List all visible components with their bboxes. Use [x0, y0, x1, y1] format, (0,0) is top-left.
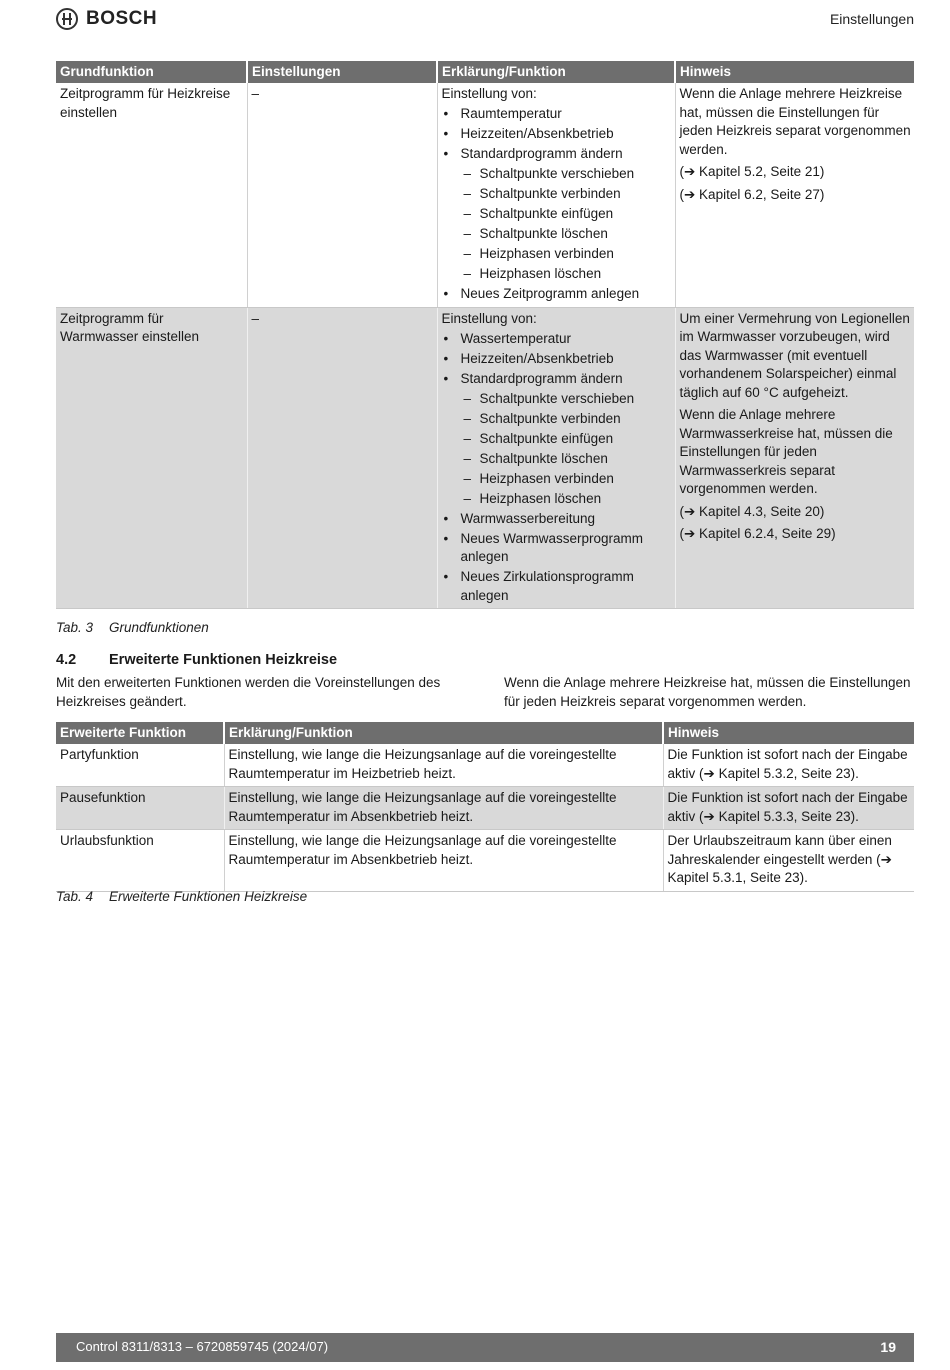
table-row: [56, 787, 914, 830]
function-cell: Zeitprogramm für Warmwasser einstellen: [56, 307, 247, 609]
intro-paragraph-left: Mit den erweiterten Funktionen werden die Voreinstellungen des Heizkreises geändert.: [56, 675, 441, 709]
sub-list-item: – Schaltpunkte löschen: [461, 450, 672, 469]
table-caption: [56, 889, 307, 904]
sub-list-item: – Heizphasen löschen: [461, 265, 672, 284]
explanation-intro: Einstellung von:: [441, 86, 537, 101]
explanation-cell: [437, 83, 675, 307]
page-header: [56, 8, 914, 34]
caption-number: Tab. 4: [56, 889, 94, 904]
explanation-cell: [437, 307, 675, 609]
settings-cell: –: [247, 307, 437, 609]
list-item: • Heizzeiten/Absenkbetrieb: [442, 125, 672, 144]
document-id: Control 8311/8313 – 6720859745 (2024/07): [76, 1339, 329, 1354]
section-number: 4.2: [56, 652, 77, 668]
table-header-row: [56, 722, 914, 744]
explanation-cell: Einstellung, wie lange die Heizungsanlage auf die voreingestellte Raumtemperatur im Absenkbetrieb heizt.: [224, 787, 663, 830]
bullet-list: [442, 330, 672, 606]
column-header: Hinweis: [675, 61, 914, 83]
column-header: Erklärung/Funktion: [224, 722, 663, 744]
hint-cell: Die Funktion ist sofort nach der Eingabe aktiv (➔ Kapitel 5.3.2, Seite 23).: [663, 744, 914, 787]
list-item-label: Standardprogramm ändern: [460, 146, 623, 161]
chapter-reference: (➔ Kapitel 5.2, Seite 21): [679, 164, 825, 179]
table-grundfunktionen: [56, 61, 914, 609]
sub-list-item: – Schaltpunkte einfügen: [461, 205, 672, 224]
function-cell: Partyfunktion: [56, 744, 224, 787]
list-item: [442, 145, 672, 284]
sub-list-item: – Heizphasen löschen: [461, 490, 672, 509]
page-footer: [56, 1333, 914, 1362]
logo-text: BOSCH: [86, 8, 158, 29]
intro-paragraph-right: Wenn die Anlage mehrere Heizkreise hat, müssen die Einstellungen für jeden Heizkreis separat vorgenommen werden.: [504, 675, 911, 709]
sub-list-item: – Heizphasen verbinden: [461, 470, 672, 489]
function-cell: Urlaubsfunktion: [56, 830, 224, 892]
hint-text: Um einer Vermehrung von Legionellen im Warmwasser vorzubeugen, wird das Warmwasser (mit eventuell vorhandenem Solarspeicher) einmal täglich auf 60 °C aufgeheizt.: [679, 310, 910, 400]
sub-list-item: – Schaltpunkte löschen: [461, 225, 672, 244]
chapter-reference: (➔ Kapitel 4.3, Seite 20): [679, 503, 825, 519]
bosch-armature-icon: [56, 8, 78, 30]
column-header: Erklärung/Funktion: [437, 61, 675, 83]
explanation-intro: Einstellung von:: [441, 310, 537, 326]
list-item: • Neues Warmwasserprogramm anlegen: [442, 530, 672, 567]
hint-cell: [675, 307, 914, 609]
page-number: 19: [880, 1339, 896, 1355]
section-title: Einstellungen: [829, 11, 914, 27]
table-row: [56, 744, 914, 787]
settings-cell: –: [247, 83, 437, 307]
list-item: • Wassertemperatur: [442, 330, 672, 349]
table-row: [56, 307, 914, 609]
hint-cell: [675, 83, 914, 307]
section-heading-title: Erweiterte Funktionen Heizkreise: [109, 652, 338, 668]
dash-list: [461, 165, 672, 284]
caption-title: Erweiterte Funktionen Heizkreise: [109, 889, 308, 904]
list-item: • Heizzeiten/Absenkbetrieb: [442, 350, 672, 369]
hint-cell: Der Urlaubszeitraum kann über einen Jahreskalender eingestellt werden (➔ Kapitel 5.3.1, Seite 23).: [663, 830, 914, 892]
bullet-list: [442, 105, 672, 304]
chapter-reference: (➔ Kapitel 6.2.4, Seite 29): [679, 526, 836, 541]
section-heading: [56, 652, 337, 668]
table-erweiterte-funktionen: [56, 722, 914, 892]
list-item: • Warmwasserbereitung: [442, 510, 672, 529]
column-header: Grundfunktion: [56, 61, 247, 83]
caption-number: Tab. 3: [56, 620, 94, 635]
table-header-row: [56, 61, 914, 83]
sub-list-item: – Heizphasen verbinden: [461, 245, 672, 264]
hint-cell: Die Funktion ist sofort nach der Eingabe aktiv (➔ Kapitel 5.3.3, Seite 23).: [663, 787, 914, 830]
list-item: • Raumtemperatur: [442, 105, 672, 124]
explanation-cell: Einstellung, wie lange die Heizungsanlage auf die voreingestellte Raumtemperatur im Heizbetrieb heizt.: [224, 744, 663, 787]
column-header: Erweiterte Funktion: [56, 722, 224, 744]
hint-text: Wenn die Anlage mehrere Warmwasserkreise hat, müssen die Einstellungen für jeden Warmwasserkreis separat vorgenommen werden.: [679, 407, 893, 496]
column-header: Einstellungen: [247, 61, 437, 83]
list-item: • Neues Zeitprogramm anlegen: [442, 285, 672, 304]
bosch-logo: [56, 8, 157, 30]
list-item-label: Standardprogramm ändern: [460, 370, 623, 386]
chapter-reference: (➔ Kapitel 6.2, Seite 27): [679, 186, 825, 202]
sub-list-item: – Schaltpunkte einfügen: [461, 430, 672, 449]
list-item: • Neues Zirkulationsprogramm anlegen: [442, 568, 672, 605]
list-item: [442, 370, 672, 509]
table-caption: [56, 620, 209, 635]
caption-title: Grundfunktionen: [109, 620, 209, 635]
hint-text: Wenn die Anlage mehrere Heizkreise hat, müssen die Einstellungen für jeden Heizkreis separat vorgenommen werden.: [679, 86, 911, 157]
sub-list-item: – Schaltpunkte verschieben: [461, 165, 672, 184]
sub-list-item: – Schaltpunkte verbinden: [461, 185, 672, 204]
sub-list-item: – Schaltpunkte verschieben: [461, 390, 672, 409]
table-row: [56, 83, 914, 307]
column-header: Hinweis: [663, 722, 914, 744]
function-cell: Zeitprogramm für Heizkreise einstellen: [56, 83, 247, 307]
dash-list: [461, 390, 672, 509]
table-row: [56, 830, 914, 892]
explanation-cell: Einstellung, wie lange die Heizungsanlage auf die voreingestellte Raumtemperatur im Absenkbetrieb heizt.: [224, 830, 663, 892]
sub-list-item: – Schaltpunkte verbinden: [461, 410, 672, 429]
function-cell: Pausefunktion: [56, 787, 224, 830]
